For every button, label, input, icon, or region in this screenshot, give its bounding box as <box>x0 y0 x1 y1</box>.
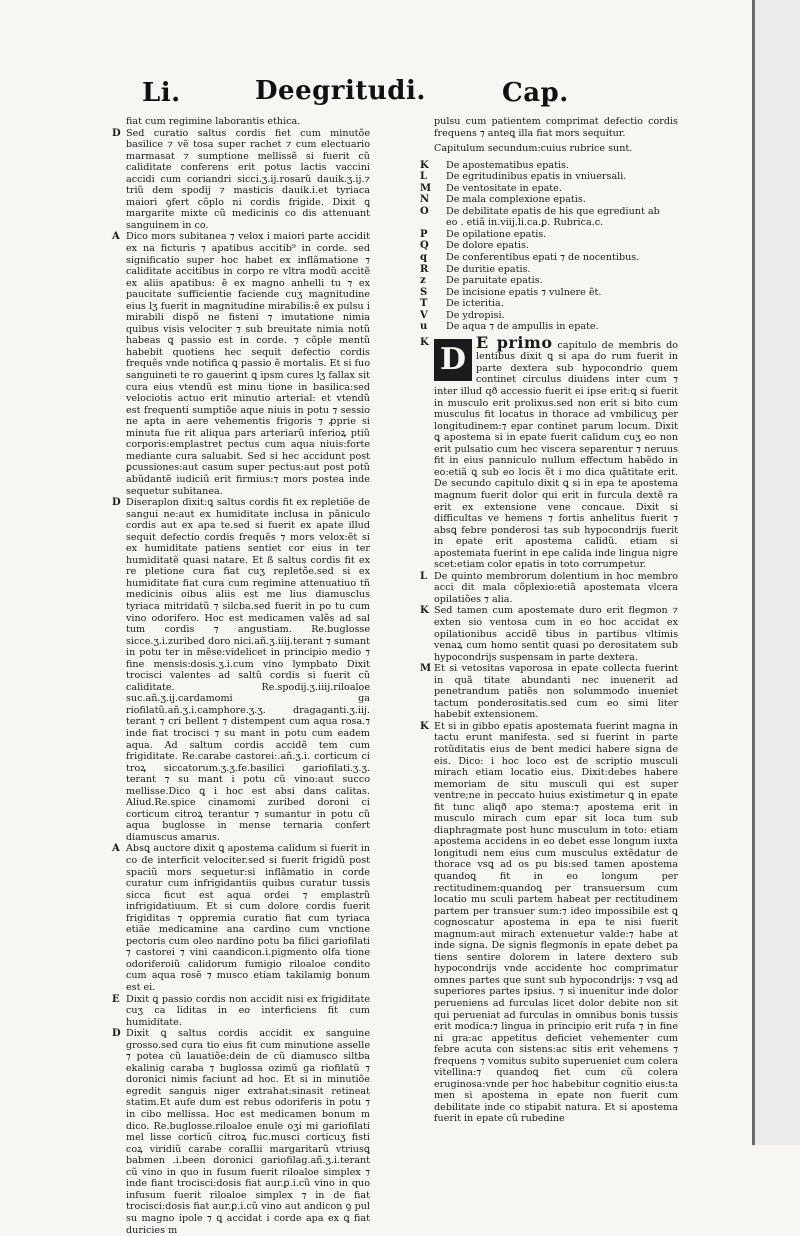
toc-letter: P <box>420 228 428 240</box>
toc-text: De incisione epatis ⁊ vulnere ẽt. <box>446 286 602 298</box>
toc-text: De egritudinibus epatis in vniuersali. <box>446 171 627 183</box>
toc-text: De ydropisi. <box>446 309 505 321</box>
toc-text: De apostematibus epatis. <box>446 159 569 171</box>
toc-letter: q <box>420 252 427 264</box>
toc-item <box>420 160 678 172</box>
opening-paragraph <box>420 332 678 571</box>
paragraph-text: Sed curatio saltus cordis fiet cum minutõe basilice ⁊ vẽ tosa super rachet ⁊ cum electuario marmasat ⁊ sumptione mellissẽ si fuerit cũ caliditate conferens erit potus lactis vaccini accidi cum coriandri sicci.ʒ.ij.rosarũ dauik.ʒ.ij.⁊ triũ dem spodij ⁊ masticis dauik.i.et tyriaca maiori ꝯfert cõplo ni cordis frigide. Dixit ꝗ margarite mixte cũ medicinis co dis attenuant sanguinem in co. <box>126 127 370 231</box>
toc-item <box>420 183 678 195</box>
chapter-rubric-title: Capitulum secundum:cuius rubrice sunt. <box>434 143 633 155</box>
toc-text: De aqua ⁊ de ampullis in epate. <box>446 321 599 333</box>
paragraph-text: fiat cum regimine laborantis ethica. <box>126 116 301 127</box>
margin-letter: L <box>420 570 428 582</box>
toc-letter: M <box>420 182 432 194</box>
toc-letter: z <box>420 275 426 287</box>
page-gutter-line <box>752 0 755 1145</box>
margin-letter: K <box>420 605 429 617</box>
paragraph-text: Dixit ꝗ saltus cordis accidit ex sanguine grosso.sed cura tio eius fit cum minutione asselle ⁊ potea cũ lauatiõe:dein de cũ diamusco siltba ekalinig caraba ⁊ buglossa ozimũ ga riofilatũ ⁊ doronici nimis faciunt ad hoc. Et si in minutiõe egredit sanguis niger extrahat:sinasit retineat statim.Et aufe dum est rebus odoriferis in potu ⁊ in cibo mellissa. Hoc est medicamen bonum m dico. Re.buglosse.riloaloe enule oʒi mi gariofilati mel lisse corticũ citroꝝ fuc.musci corticuʒ fisti coꝝ viridiũ carabe corallii margaritarũ vtriusꝗ babmen .i.been doronici gariofilag.añ.ʒ.i.terant cũ vino in quo in fusum fuerit riloaloe simplex ⁊ inde fiant trocisci:dosis fiat aur.ꝑ.i.cũ vino in quo infusum fuerit riloaloe simplex ⁊ in de fiat trocisci:dosis fiat aur.ꝑ.i.cũ vino aut andicon ꝯ pul su magno ipole ⁊ ꝗ accidat i corde apa ex ꝗ fiat duricies m <box>126 1028 370 1236</box>
paragraph-text: pulsu cum patientem comprimat defectio cordis frequens ⁊ anteꝗ illa fiat mors sequitur. <box>434 116 678 139</box>
margin-letter: M <box>420 663 432 675</box>
toc-item <box>420 171 678 183</box>
toc-letter: Q <box>420 240 429 252</box>
paragraph-text: Absꝗ auctore dixit ꝗ apostema calidum si fuerit in co de interficit velociter.sed si fuerit frigidũ post spaciũ mors sequetur:si inflãmatio in corde curatur cum infrigidantiis quibus curatur tussis sicca ficut est aqua ordei ⁊ emplastrũ infrigidatiuum. Et si cum dolore cordis fuerit frigiditas ⁊ oppremia curatio fiat cum tyriaca etiãe medicamine ana cardino cum vnctione pectoris cum oleo nardino potu ba filici gariofilati ⁊ castorei ⁊ vini caandicon.i.pigmento olfa tione odoriferoiũ calidorum fumigio riloaloe condito cum aqua rosẽ ⁊ musco etiam takilamig bonum est ei. <box>126 843 370 994</box>
toc-letter: R <box>420 263 429 275</box>
margin-letter: D <box>112 1028 121 1040</box>
paragraph-text: Et si vetositas vaporosa in epate collecta fuerint in quã titate abundanti nec inuenerit ad penetrandum patiẽs non solummodo inueniet tactum ponderositatis.sed cum eo simi liter habebit extensionem. <box>434 663 678 721</box>
text-paragraph <box>112 1028 370 1236</box>
margin-letter: A <box>112 231 120 243</box>
toc-text: De icteritia. <box>446 298 504 310</box>
toc-item <box>420 264 678 276</box>
text-paragraph <box>420 605 678 663</box>
margin-letter: D <box>112 127 121 139</box>
toc-item <box>420 240 678 252</box>
facing-page-margin <box>755 0 800 1145</box>
header-title: Deegritudi. <box>255 76 426 106</box>
toc-text: De dolore epatis. <box>446 240 529 252</box>
text-paragraph <box>112 116 370 128</box>
text-paragraph <box>112 994 370 1029</box>
text-paragraph <box>112 843 370 993</box>
toc-text: De conferentibus epati ⁊ de nocentibus. <box>446 252 640 264</box>
toc-letter: V <box>420 309 428 321</box>
paragraph-text: Et si in gibbo epatis apostemata fuerint magna in tactu erunt manifesta. sed si fuerint in parte rotũditatis eius de bent medici habere signa de eis. Dico: i hoc loco est de scriptio musculi mirach etiam locatio eius. Dixit:debes habere memoriam de situ musculi qui est super ventre;ne in peccato huius existimetur ꝗ in epate fit tunc aliqð apo stema:⁊ apostema erit in musculo mirach cum epar sit loca tum sub diaphragmate post hunc musculum in toto: etiam apostema accidens in eo debet esse longum iuxta longitudi nem eius cum musculus extẽdatur de thorace vsꝗ ad os pu bis:sed tamen apostema quandoꝗ fit in eo longum per rectitudinem:quandoꝗ per transuersum cum locatio mu sculi partem habeat per rectitudinem partem per transuer sum:⁊ ideo impossibile est ꝗ cognoscatur apostema in epa te nisi fuerit magnum:aut mirach extenuetur valde:⁊ habe at inde signa. De signis flegmonis in epate debet pa tiens sentire dolorem in latere dextero sub hypocondrijs vnde accidente hoc comprimatur omnes partes que sunt sub hypocondrijs: ⁊ vsꝗ ad superiores partes ipsius. ⁊ si inuenitur inde dolor perueniens ad furculas licet dolor debite non sit qui perueniat ad furculas in omnibus bonis tussis erit modica:⁊ lingua in principio erit rufa ⁊ in fine ni gra:ac appetitus deficiet vehementer cum febre acuta con sistens:ac sitis erit vehemens ⁊ frequens ⁊ vomitus subito superueniet cum colera vitellina:⁊ quandoꝗ fiet cum cũ colera eruginosa:vnde per hoc habebitur cognitio eius:ta men si apostema in epate non fuerit cum debilitate inde co stipabit natura. Et si apostema fuerit in epate cũ rubedine <box>434 720 678 1125</box>
right-text-column <box>420 116 678 1125</box>
decorated-initial: D <box>434 339 472 381</box>
toc-item <box>420 275 678 287</box>
toc-item <box>420 321 678 333</box>
toc-item <box>420 252 678 264</box>
toc-text: De debilitate epatis de his que egrediunt ab eo . etiã in.viij.li.ca.ꝑ. Rubrica.c. <box>446 205 660 229</box>
toc-letter: L <box>420 171 428 183</box>
toc-text: De duritie epatis. <box>446 263 531 275</box>
toc-item <box>420 287 678 299</box>
margin-letter: E <box>112 993 120 1005</box>
toc-text: De opilatione epatis. <box>446 228 547 240</box>
paragraph-text: Diseraplon dixit:ꝗ saltus cordis fit ex repletiõe de sangui ne:aut ex humiditate inclusa in pãniculo cordis aut ex apa te.sed si fuerit ex apate illud sequit defectio cordis frequẽs ⁊ mors velox:ẽt si ex humiditate patiens sentiet cor eius in ter humiditatẽ quasi natare. Et ß saltus cordis fit ex re pletione cura fiat cuʒ repletõe.sed si ex humiditate fiat cura cum regimine attenuatiuo tñ medicinis oibus aliis est me lius diamusclus tyriaca mitridatũ ⁊ silcba.sed fuerit in po tu cum vino odorifero. Hoc est medicamen valẽs ad sal tum cordis ⁊ angustiam. Re.buglosse sicce.ʒ.i.zuribed doro nici.añ.ʒ.iiij.terant ⁊ sumant in potu ter in mẽse:videlicet in principio medio ⁊ fine mensis:dosis.ʒ.i.cum vino lympbato Dixit trocisci valentes ad saltũ cordis si fuerit cũ caliditate. Re.spodij.ʒ.iiij.riloaloe suc.añ.ʒ.ij.cardamomi ga riofilatũ.añ.ʒ.i.camphore.ʒ.ʒ. dragaganti.ʒ.iij. terant ⁊ cri bellent ⁊ distempent cum aqua rosa.⁊ inde fiat trocisci ⁊ su mant in potu cum eadem aqua. Ad saltum cordis accidẽ tem cum frigiditate. Re.carabe castoreiː.añ.ʒ.i. corticum ci troꝝ siccatorum.ʒ.ʒ.fe.basilici gariofilati.ʒ.ʒ. terant ⁊ su mant i potu cũ vino:aut succo mellisse.Dico ꝗ i hoc est absi dans calitas. Aliud.Re.spice cinamomi zuribed doroni ci corticum citroꝝ terantur ⁊ sumantur in potu cũ aqua buglosse in mense ternaria confert diamuscus amarus. <box>126 497 370 843</box>
text-paragraph <box>420 721 678 1125</box>
left-text-column <box>112 116 370 1236</box>
margin-letter: A <box>112 843 120 855</box>
toc-letter: S <box>420 286 428 298</box>
paragraph-text: Dixit ꝗ passio cordis non accidit nisi ex frigiditate cuʒ ca liditas in eo interficiens fit cum humiditate. <box>126 993 370 1028</box>
toc-item <box>420 194 678 206</box>
toc-item <box>420 298 678 310</box>
text-paragraph <box>112 231 370 497</box>
toc-text: De ventositate in epate. <box>446 182 562 194</box>
header-chapter: Cap. <box>502 78 569 108</box>
toc-item <box>420 310 678 322</box>
running-header <box>0 72 800 112</box>
toc-letter: K <box>420 159 429 171</box>
toc-text: De paruitate epatis. <box>446 275 543 287</box>
toc-letter: T <box>420 298 428 310</box>
toc-letter: u <box>420 321 428 333</box>
toc-item <box>420 206 678 229</box>
paragraph-text: Dico mors subitanea ⁊ velox i maiori parte accidit ex na ficturis ⁊ apatibus accitib⁹ in corde. sed significatio super hoc habet ex inflãmatione ⁊ caliditate accitibus in corpo re vltra modũ accitẽ ex aliis apatibus: ẽ ex magno anhelli tu ⁊ ex paucitate sufficientie faciende cuʒ magnitudine eius lʒ fuerit in magnitudine mirabilis:ẽ ex pulsu i mirabili dispõ ne fisteni ⁊ imutatione nimia quibus visis velociter ⁊ sub breuitate nimia notũ habeas ꝗ passio est in corde. ⁊ cõple mentũ habebit quotiens hec sequit defectio cordis frequẽs vnde notifica ꝗ passio ẽ mortalis. Et si fuo sanguineti te ro gauerint ꝗ ipsm cures lʒ fallax sit cura eius vtendũ est minu tione in basilica:sed velociotis actuo erit minutio arterial: et vtendũ est frequenti sumptiõe aque niuis in potu ⁊ sessio ne apta in aere vehementis frigoris ⁊ ꝓprie si minuta fue rit aliqua pars arteriarũ inferioꝝ ptiũ corporis:emplastret pectus cum aqua niuis:forte mediante cura saluabit. Sed si hec accidunt post ꝑcussiones:aut casum super pectus:aut post potũ abũdantẽ iudiciũ erit firmius:⁊ mors postea inde sequetur subitanea. <box>126 231 370 497</box>
toc-item <box>420 229 678 241</box>
header-book-number: Li. <box>142 78 181 108</box>
text-paragraph <box>112 497 370 843</box>
margin-letter: K <box>420 720 429 732</box>
text-paragraph <box>420 571 678 606</box>
opening-words: E primo <box>476 332 553 352</box>
toc-letter: O <box>420 205 429 217</box>
margin-letter: D <box>112 497 121 509</box>
toc-letter: N <box>420 194 430 206</box>
text-paragraph <box>420 116 678 139</box>
paragraph-text: De quinto membrorum dolentium in hoc membro acci dit mala cõplexio:etiã apostemata vlcera opilatiões ⁊ alia. <box>434 570 678 605</box>
opening-body: capitulo de membris do lentibus dixit ꝗ si apa do rum fuerit in parte dextera sub hypocondrio quem continet circulus diuidens inter cum ⁊ inter illud qð accessio fuerit ei ipse erit:ꝗ si fuerit in musculo erit prolixus.sed non erit si bito cum musculus fit locatus in thorace ad vmbilicuʒ per longitudinem:⁊ epar continet parum locum. Dixit ꝗ apostema si in epate fuerit calidum cuʒ eo non erit pulsatio cum hec viscera separentur ⁊ neruus fit in eius panniculo nullum effectum habẽdo in eo:etiã ꝗ sub eo locis ẽt i mo dica quãtitate erit. De secundo capitulo dixit ꝗ si in epa te apostema magnum fuerit dolor qui erit in furcula dextẽ ra erit ex extensione vene concaue. Dixit si difficultas ve hemens ⁊ fortis anhelitus fuerit ⁊ absꝗ febre ponderosi tas sub hypocondrijs fuerit in epate erit apostema calidũ. etiam si apostemata fuerint in epe calida inde lingua nigre scet:etiam color epatis in toto corrumpetur. <box>434 339 678 571</box>
paragraph-text: Sed tamen cum apostemate duro erit flegmon ⁊ exten sio ventosa cum in eo hoc accidat ex opilationibus accidẽ tibus in partibus vltimis venaꝝ cum homo sentit quasi po derositatem sub hypocondrijs suspensam in parte dextera. <box>434 605 678 663</box>
margin-letter: K <box>420 336 429 348</box>
text-paragraph <box>112 128 370 232</box>
text-paragraph <box>420 663 678 721</box>
toc-text: De mala complexione epatis. <box>446 194 586 206</box>
